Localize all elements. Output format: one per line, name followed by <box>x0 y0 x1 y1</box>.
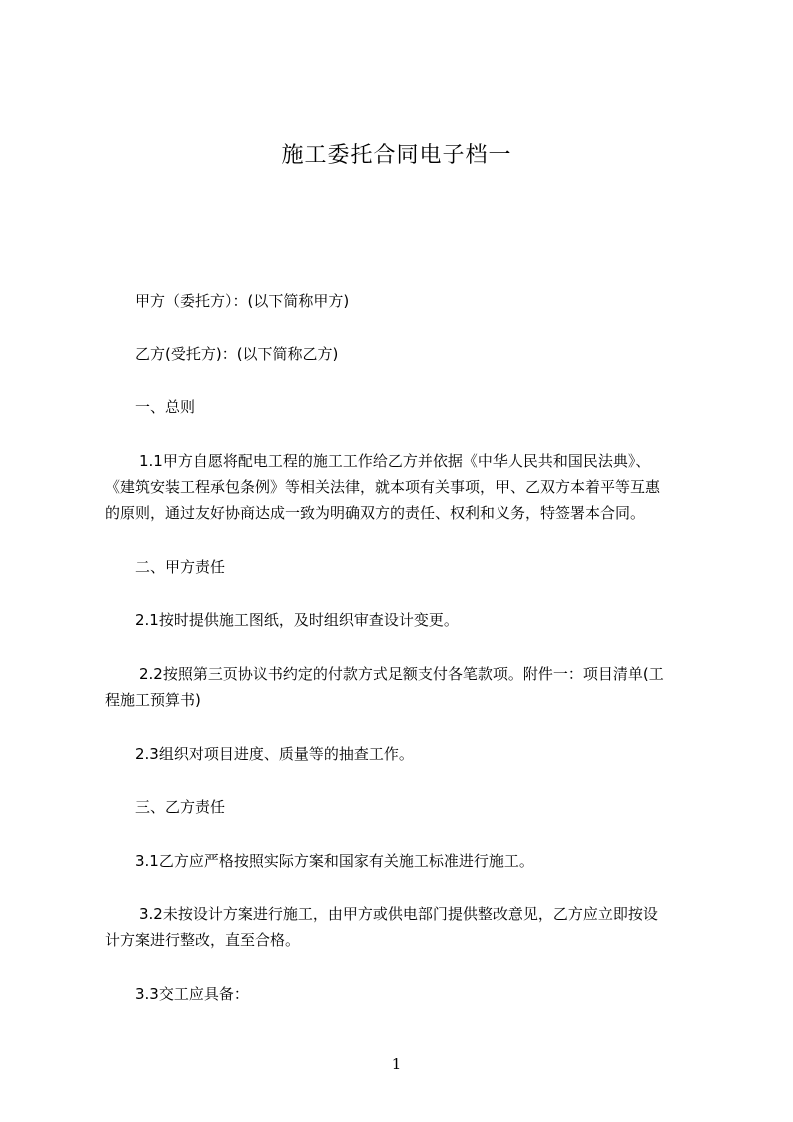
clause-3-1: 3.1乙方应严格按照实际方案和国家有关施工标准进行施工。 <box>135 852 534 870</box>
clause-2-2-line-2: 程施工预算书) <box>105 691 201 709</box>
clause-2-3: 2.3组织对项目进度、质量等的抽查工作。 <box>135 745 414 763</box>
clause-3-2-line-2: 计方案进行整改，直至合格。 <box>105 931 301 949</box>
clause-3-2-line-1: 3.2未按设计方案进行施工，由甲方或供电部门提供整改意见，乙方应立即按设 <box>139 905 658 923</box>
clause-1-1-line-1: 1.1甲方自愿将配电工程的施工工作给乙方并依据《中华人民共和国民法典》、 <box>139 452 651 470</box>
clause-3-2 <box>105 901 705 953</box>
party-b-line: 乙方(受托方)：(以下简称乙方) <box>135 345 339 363</box>
clause-2-2 <box>105 661 705 713</box>
section-3-heading: 三、乙方责任 <box>135 798 226 816</box>
page-number: 1 <box>391 1055 402 1073</box>
document-title: 施工委托合同电子档一 <box>281 143 512 168</box>
clause-2-1: 2.1按时提供施工图纸，及时组织审查设计变更。 <box>135 611 459 629</box>
section-1-heading: 一、总则 <box>135 398 196 416</box>
party-a-line: 甲方（委托方）：(以下简称甲方) <box>135 292 350 310</box>
clause-3-3: 3.3交工应具备： <box>135 985 249 1003</box>
clause-1-1-line-3: 的原则，通过友好协商达成一致为明确双方的责任、权利和义务，特签署本合同。 <box>105 504 646 522</box>
clause-2-2-line-1: 2.2按照第三页协议书约定的付款方式足额支付各笔款项。附件一：项目清单(工 <box>139 665 664 683</box>
section-2-heading: 二、甲方责任 <box>135 558 226 576</box>
clause-1-1-line-2: 《建筑安装工程承包条例》等相关法律，就本项有关事项，甲、乙双方本着平等互惠 <box>105 478 661 496</box>
clause-1-1 <box>105 448 705 526</box>
